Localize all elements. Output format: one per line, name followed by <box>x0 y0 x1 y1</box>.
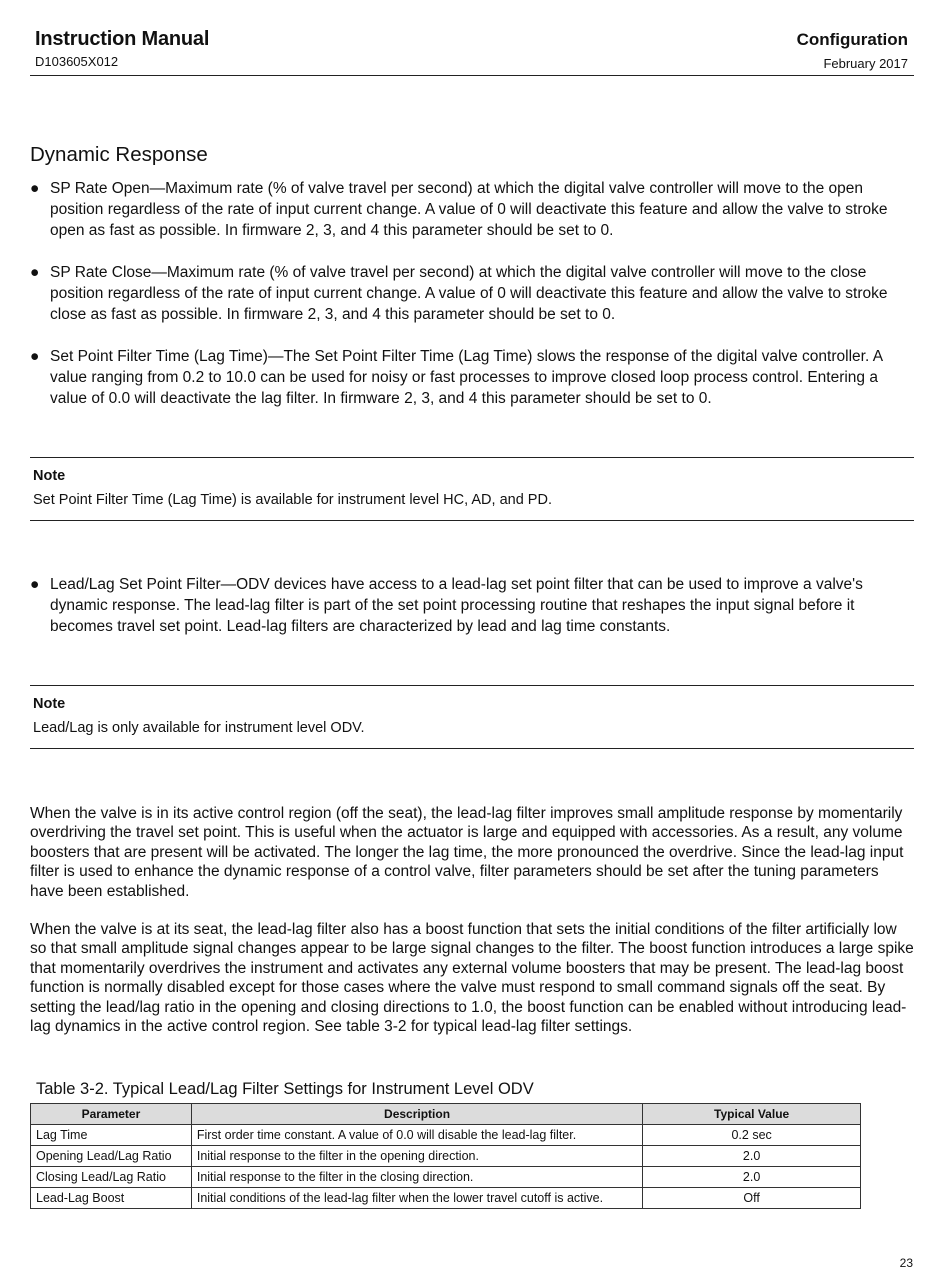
bullet-term: Set Point Filter Time (Lag Time) <box>50 348 268 365</box>
table-cell: Closing Lead/Lag Ratio <box>31 1167 192 1188</box>
bullet-text: —Maximum rate (% of valve travel per second) at which the digital valve controller will move to the open position regardless of the rate of input current change. A value of 0 will deactivate this feature and allow the valve to stroke open as fast as possible. In firmware 2, 3, and 4 this parameter should be set to 0. <box>50 180 888 239</box>
bullet-set-point-filter-time <box>30 346 916 409</box>
header-divider <box>30 75 914 76</box>
bullet-dot-icon: ● <box>30 180 40 197</box>
bullet-dot-icon: ● <box>30 348 40 365</box>
bullet-sp-rate-open <box>30 178 916 241</box>
paragraph-boost-function: When the valve is at its seat, the lead‐lag filter also has a boost function that sets the initial conditions of the filter artificially low so that small amplitude signal changes appear to be large signal changes to the filter. The boost function introduces a large spike that momentarily overdrives the instrument and activates any external volume boosters that may be present. The lead‐lag boost function is normally disabled except for those cases where the valve must respond to small command signals off the seat. By setting the lead/lag ratio in the opening and closing directions to 1.0, the boost function can be enabled without introducing lead‐lag dynamics in the active control region. See table 3‐2 for typical lead‐lag filter settings. <box>30 921 914 1036</box>
table-cell: Lead‐Lag Boost <box>31 1188 192 1209</box>
table-cell: First order time constant. A value of 0.0 will disable the lead‐lag filter. <box>191 1125 642 1146</box>
document-number: D103605X012 <box>35 54 119 69</box>
table-caption: Table 3‐2. Typical Lead/Lag Filter Settings for Instrument Level ODV <box>36 1080 534 1098</box>
bullet-term: SP Rate Open <box>50 180 150 197</box>
publication-date: February 2017 <box>823 56 908 71</box>
section-heading: Dynamic Response <box>30 143 208 166</box>
lead-lag-settings-table <box>30 1103 861 1209</box>
bullet-term: SP Rate Close <box>50 264 152 281</box>
paragraph-active-region: When the valve is in its active control region (off the seat), the lead‐lag filter improves small amplitude response by momentarily overdriving the travel set point. This is useful when the actuator is large and equipped with accessories. As a result, any volume boosters that are present will be activated. The longer the lag time, the more pronounced the overdrive. Since the lead‐lag input filter is used to enhance the dynamic response of a control valve, filter parameters should be set after the tuning parameters have been established. <box>30 805 904 900</box>
bullet-text: —Maximum rate (% of valve travel per second) at which the digital valve controller will move to the close position regardless of the rate of input current change. A value of 0 will deactivate this feature and allow the valve to stroke close as fast as possible. In firmware 2, 3, and 4 this parameter should be set to 0. <box>50 264 888 323</box>
table-header-row <box>31 1104 861 1125</box>
table-cell: Initial conditions of the lead‐lag filter when the lower travel cutoff is active. <box>191 1188 642 1209</box>
bullet-term: Lead/Lag Set Point Filter <box>50 576 221 593</box>
table-cell: 2.0 <box>643 1167 861 1188</box>
table-cell: Initial response to the filter in the closing direction. <box>191 1167 642 1188</box>
bullet-text: —ODV devices have access to a lead‐lag set point filter that can be used to improve a valve's dynamic response. The lead‐lag filter is part of the set point processing routine that reshapes the input signal before it becomes travel set point. Lead‐lag filters are characterized by lead and lag time constants. <box>50 576 863 635</box>
bullet-sp-rate-close <box>30 262 916 325</box>
column-header: Description <box>191 1104 642 1125</box>
table-cell: Off <box>643 1188 861 1209</box>
note-box-lag-time <box>30 457 914 521</box>
note-body: Set Point Filter Time (Lag Time) is available for instrument level HC, AD, and PD. <box>33 492 552 508</box>
table-row <box>31 1188 861 1209</box>
note-box-lead-lag <box>30 685 914 749</box>
section-name: Configuration <box>796 30 908 49</box>
table-cell: 0.2 sec <box>643 1125 861 1146</box>
header-right <box>797 30 908 71</box>
manual-title: Instruction Manual <box>35 28 210 50</box>
note-title: Note <box>33 468 66 484</box>
header-left <box>35 28 209 69</box>
table-row <box>31 1167 861 1188</box>
bullet-dot-icon: ● <box>30 264 40 281</box>
bullet-dot-icon: ● <box>30 576 40 593</box>
table-cell: Opening Lead/Lag Ratio <box>31 1146 192 1167</box>
note-title: Note <box>33 696 66 712</box>
table-row <box>31 1125 861 1146</box>
table-row <box>31 1146 861 1167</box>
note-body: Lead/Lag is only available for instrument level ODV. <box>33 720 365 736</box>
page-number: 23 <box>899 1256 913 1270</box>
bullet-text: —The Set Point Filter Time (Lag Time) slows the response of the digital valve controller. A value ranging from 0.2 to 10.0 can be used for noisy or fast processes to improve closed loop process control. Entering a value of 0.0 will deactivate the lag filter. In firmware 2, 3, and 4 this parameter should be set to 0. <box>50 348 883 407</box>
table-cell: Initial response to the filter in the opening direction. <box>191 1146 642 1167</box>
column-header: Parameter <box>31 1104 192 1125</box>
bullet-lead-lag-filter <box>30 574 916 637</box>
table-cell: 2.0 <box>643 1146 861 1167</box>
column-header: Typical Value <box>643 1104 861 1125</box>
table-cell: Lag Time <box>31 1125 192 1146</box>
